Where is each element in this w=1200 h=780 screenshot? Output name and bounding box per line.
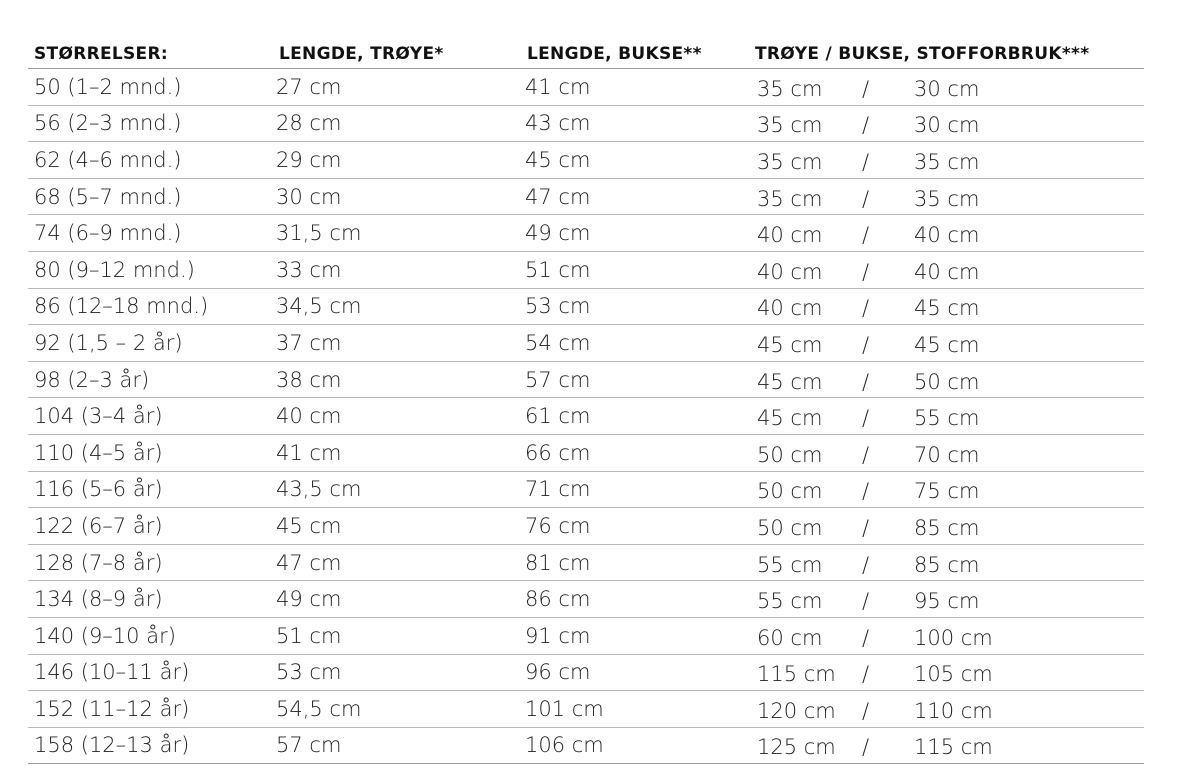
cell-fabric-top: 45 cm: [757, 369, 823, 394]
cell-fabric-pants: 35 cm: [914, 149, 980, 174]
header-top-length: LENGDE, TRØYE*: [279, 44, 444, 64]
cell-pants-length: 81 cm: [525, 550, 591, 575]
cell-top-length: 57 cm: [276, 733, 342, 758]
cell-pants-length: 54 cm: [525, 330, 591, 355]
cell-size: 74 (6–9 mnd.): [34, 221, 182, 246]
cell-fabric-top: 40 cm: [757, 296, 823, 321]
cell-pants-length: 51 cm: [525, 257, 591, 282]
cell-top-length: 53 cm: [276, 660, 342, 685]
cell-fabric-usage: [751, 183, 1144, 211]
cell-size: 158 (12–13 år): [34, 733, 190, 758]
cell-fabric-top: 60 cm: [757, 625, 823, 650]
cell-fabric-separator: /: [862, 149, 870, 174]
cell-fabric-usage: [751, 73, 1144, 101]
cell-fabric-separator: /: [862, 332, 870, 357]
cell-fabric-pants: 95 cm: [914, 589, 980, 614]
table-row: [28, 545, 1144, 582]
header-fabric-usage: TRØYE / BUKSE, STOFFORBRUK***: [755, 44, 1090, 64]
cell-top-length: 41 cm: [276, 440, 342, 465]
table-row: [28, 106, 1144, 143]
header-pants-length: LENGDE, BUKSE**: [527, 44, 702, 64]
table-row: [28, 69, 1144, 106]
cell-pants-length: 66 cm: [525, 440, 591, 465]
cell-fabric-separator: /: [862, 223, 870, 248]
cell-size: 98 (2–3 år): [34, 367, 150, 392]
table-row: [28, 655, 1144, 692]
cell-pants-length: 86 cm: [525, 587, 591, 612]
cell-size: 80 (9–12 mnd.): [34, 257, 195, 282]
cell-fabric-separator: /: [862, 589, 870, 614]
cell-fabric-top: 55 cm: [757, 552, 823, 577]
cell-fabric-usage: [751, 731, 1144, 759]
cell-fabric-usage: [751, 475, 1144, 503]
cell-fabric-pants: 50 cm: [914, 369, 980, 394]
cell-top-length: 27 cm: [276, 74, 342, 99]
cell-fabric-usage: [751, 512, 1144, 540]
table-row: [28, 728, 1144, 765]
table-row: [28, 691, 1144, 728]
table-row: [28, 325, 1144, 362]
cell-fabric-pants: 100 cm: [914, 625, 993, 650]
cell-fabric-separator: /: [862, 369, 870, 394]
cell-size: 122 (6–7 år): [34, 513, 163, 538]
cell-pants-length: 61 cm: [525, 404, 591, 429]
cell-fabric-separator: /: [862, 698, 870, 723]
cell-top-length: 54,5 cm: [276, 696, 362, 721]
cell-fabric-top: 50 cm: [757, 515, 823, 540]
table-row: [28, 508, 1144, 545]
table-row: [28, 252, 1144, 289]
cell-fabric-top: 40 cm: [757, 223, 823, 248]
cell-top-length: 31,5 cm: [276, 221, 362, 246]
cell-fabric-top: 35 cm: [757, 113, 823, 138]
table-row: [28, 581, 1144, 618]
cell-pants-length: 91 cm: [525, 623, 591, 648]
cell-fabric-pants: 40 cm: [914, 223, 980, 248]
cell-fabric-separator: /: [862, 515, 870, 540]
cell-fabric-top: 35 cm: [757, 149, 823, 174]
cell-fabric-usage: [751, 402, 1144, 430]
cell-pants-length: 49 cm: [525, 221, 591, 246]
cell-fabric-pants: 75 cm: [914, 479, 980, 504]
cell-top-length: 37 cm: [276, 330, 342, 355]
cell-size: 152 (11–12 år): [34, 696, 190, 721]
cell-pants-length: 71 cm: [525, 477, 591, 502]
cell-fabric-usage: [751, 366, 1144, 394]
cell-fabric-usage: [751, 329, 1144, 357]
size-chart-table: [28, 36, 1144, 764]
cell-top-length: 38 cm: [276, 367, 342, 392]
cell-fabric-usage: [751, 219, 1144, 247]
cell-pants-length: 43 cm: [525, 111, 591, 136]
cell-pants-length: 106 cm: [525, 733, 604, 758]
table-row: [28, 215, 1144, 252]
cell-fabric-separator: /: [862, 735, 870, 760]
cell-fabric-separator: /: [862, 296, 870, 321]
cell-size: 86 (12–18 mnd.): [34, 294, 209, 319]
cell-top-length: 30 cm: [276, 184, 342, 209]
cell-fabric-pants: 85 cm: [914, 552, 980, 577]
header-size: STØRRELSER:: [34, 44, 168, 64]
table-row: [28, 618, 1144, 655]
cell-fabric-pants: 45 cm: [914, 332, 980, 357]
cell-size: 140 (9–10 år): [34, 623, 176, 648]
cell-fabric-pants: 30 cm: [914, 76, 980, 101]
cell-fabric-top: 45 cm: [757, 332, 823, 357]
cell-size: 116 (5–6 år): [34, 477, 163, 502]
cell-fabric-top: 50 cm: [757, 442, 823, 467]
cell-fabric-pants: 45 cm: [914, 296, 980, 321]
cell-fabric-pants: 105 cm: [914, 662, 993, 687]
table-body: [28, 69, 1144, 764]
table-row: [28, 142, 1144, 179]
cell-fabric-pants: 115 cm: [914, 735, 993, 760]
cell-fabric-top: 40 cm: [757, 259, 823, 284]
cell-top-length: 47 cm: [276, 550, 342, 575]
cell-fabric-usage: [751, 585, 1144, 613]
cell-size: 128 (7–8 år): [34, 550, 163, 575]
cell-fabric-top: 125 cm: [757, 735, 836, 760]
cell-fabric-top: 45 cm: [757, 406, 823, 431]
cell-fabric-pants: 85 cm: [914, 515, 980, 540]
cell-top-length: 33 cm: [276, 257, 342, 282]
cell-pants-length: 76 cm: [525, 513, 591, 538]
cell-size: 146 (10–11 år): [34, 660, 190, 685]
cell-fabric-separator: /: [862, 479, 870, 504]
cell-fabric-usage: [751, 292, 1144, 320]
cell-size: 110 (4–5 år): [34, 440, 163, 465]
table-row: [28, 472, 1144, 509]
cell-pants-length: 45 cm: [525, 147, 591, 172]
cell-fabric-top: 115 cm: [757, 662, 836, 687]
cell-fabric-top: 35 cm: [757, 76, 823, 101]
cell-fabric-usage: [751, 256, 1144, 284]
table-header: [28, 36, 1144, 69]
cell-fabric-usage: [751, 622, 1144, 650]
cell-fabric-separator: /: [862, 113, 870, 138]
cell-size: 62 (4–6 mnd.): [34, 147, 182, 172]
cell-fabric-separator: /: [862, 442, 870, 467]
cell-fabric-pants: 55 cm: [914, 406, 980, 431]
cell-pants-length: 57 cm: [525, 367, 591, 392]
cell-fabric-pants: 35 cm: [914, 186, 980, 211]
cell-fabric-separator: /: [862, 76, 870, 101]
cell-fabric-pants: 110 cm: [914, 698, 993, 723]
cell-top-length: 28 cm: [276, 111, 342, 136]
cell-fabric-separator: /: [862, 625, 870, 650]
cell-pants-length: 47 cm: [525, 184, 591, 209]
cell-top-length: 51 cm: [276, 623, 342, 648]
cell-fabric-separator: /: [862, 552, 870, 577]
cell-top-length: 43,5 cm: [276, 477, 362, 502]
cell-fabric-usage: [751, 109, 1144, 137]
cell-fabric-pants: 30 cm: [914, 113, 980, 138]
cell-size: 68 (5–7 mnd.): [34, 184, 182, 209]
cell-fabric-separator: /: [862, 406, 870, 431]
cell-fabric-separator: /: [862, 259, 870, 284]
cell-fabric-usage: [751, 658, 1144, 686]
cell-top-length: 45 cm: [276, 513, 342, 538]
cell-fabric-separator: /: [862, 662, 870, 687]
cell-pants-length: 41 cm: [525, 74, 591, 99]
cell-fabric-pants: 40 cm: [914, 259, 980, 284]
cell-fabric-top: 120 cm: [757, 698, 836, 723]
cell-size: 104 (3–4 år): [34, 404, 163, 429]
cell-fabric-top: 55 cm: [757, 589, 823, 614]
cell-fabric-usage: [751, 549, 1144, 577]
cell-top-length: 49 cm: [276, 587, 342, 612]
table-row: [28, 289, 1144, 326]
cell-size: 56 (2–3 mnd.): [34, 111, 182, 136]
cell-fabric-usage: [751, 439, 1144, 467]
cell-size: 134 (8–9 år): [34, 587, 163, 612]
table-row: [28, 179, 1144, 216]
cell-pants-length: 101 cm: [525, 696, 604, 721]
cell-top-length: 40 cm: [276, 404, 342, 429]
cell-fabric-usage: [751, 695, 1144, 723]
cell-size: 50 (1–2 mnd.): [34, 74, 182, 99]
cell-pants-length: 53 cm: [525, 294, 591, 319]
cell-fabric-top: 35 cm: [757, 186, 823, 211]
cell-fabric-pants: 70 cm: [914, 442, 980, 467]
cell-size: 92 (1,5 – 2 år): [34, 330, 183, 355]
cell-fabric-top: 50 cm: [757, 479, 823, 504]
table-row: [28, 398, 1144, 435]
cell-fabric-separator: /: [862, 186, 870, 211]
cell-pants-length: 96 cm: [525, 660, 591, 685]
table-row: [28, 362, 1144, 399]
cell-fabric-usage: [751, 146, 1144, 174]
table-row: [28, 435, 1144, 472]
cell-top-length: 34,5 cm: [276, 294, 362, 319]
cell-top-length: 29 cm: [276, 147, 342, 172]
